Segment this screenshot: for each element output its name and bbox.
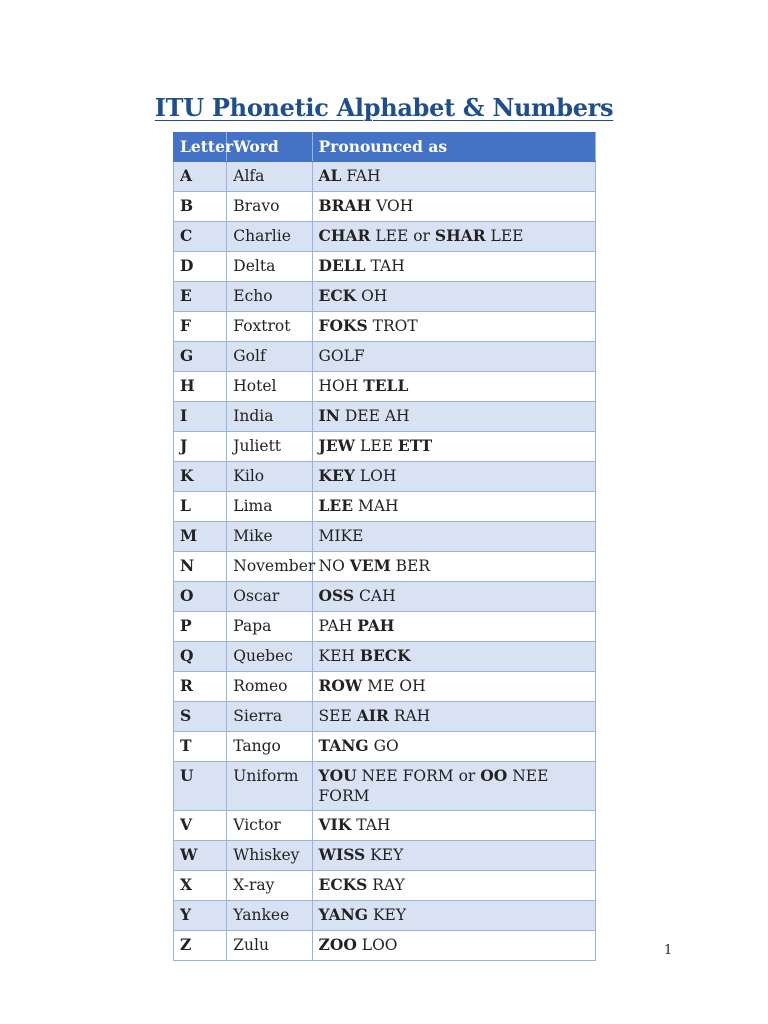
stressed-syllable: SHAR (434, 226, 486, 245)
stressed-syllable: DELL (318, 256, 366, 275)
table-row (174, 522, 596, 552)
letter-cell: S (174, 702, 227, 732)
letter-cell: V (174, 811, 227, 841)
stressed-syllable: BRAH (318, 196, 372, 215)
letter-cell: X (174, 871, 227, 901)
syllable: TAH (365, 257, 405, 275)
letter-cell: U (174, 762, 227, 811)
word-cell: Bravo (227, 192, 312, 222)
word-cell: November (227, 552, 312, 582)
table-row (174, 462, 596, 492)
stressed-syllable: ZOO (318, 935, 357, 954)
table-row (174, 312, 596, 342)
pronunciation-cell (312, 871, 595, 901)
syllable: NO (318, 557, 350, 575)
table-row (174, 582, 596, 612)
syllable: KEH (318, 647, 360, 665)
word-cell: Sierra (227, 702, 312, 732)
table-row (174, 552, 596, 582)
table-row (174, 702, 596, 732)
word-cell: Tango (227, 732, 312, 762)
word-cell: Romeo (227, 672, 312, 702)
pronunciation-cell (312, 312, 595, 342)
pronunciation-cell (312, 762, 595, 811)
letter-cell: W (174, 841, 227, 871)
pronunciation-cell (312, 732, 595, 762)
stressed-syllable: KEY (318, 466, 355, 485)
syllable: FAH (341, 167, 381, 185)
phonetic-alphabet-table (173, 132, 596, 961)
letter-cell: T (174, 732, 227, 762)
table-row (174, 222, 596, 252)
stressed-syllable: OSS (318, 586, 355, 605)
stressed-syllable: WISS (318, 845, 366, 864)
table-row (174, 841, 596, 871)
stressed-syllable: CHAR (318, 226, 371, 245)
stressed-syllable: ECKS (318, 875, 368, 894)
syllable: GOLF (318, 347, 365, 365)
letter-cell: K (174, 462, 227, 492)
table-row (174, 901, 596, 931)
pronunciation-cell (312, 492, 595, 522)
header-pronounced: Pronounced as (312, 133, 595, 162)
letter-cell: L (174, 492, 227, 522)
table-row (174, 672, 596, 702)
syllable: NEE FORM (318, 767, 549, 805)
pronunciation-cell (312, 252, 595, 282)
syllable: HOH (318, 377, 364, 395)
word-cell: Mike (227, 522, 312, 552)
syllable: PAH (318, 617, 358, 635)
pronunciation-cell (312, 342, 595, 372)
syllable: GO (368, 737, 399, 755)
word-cell: X-ray (227, 871, 312, 901)
syllable: TAH (351, 816, 391, 834)
table-row (174, 252, 596, 282)
pronunciation-cell (312, 282, 595, 312)
pronunciation-cell (312, 672, 595, 702)
syllable: KEY (365, 846, 404, 864)
stressed-syllable: TELL (363, 376, 409, 395)
letter-cell: O (174, 582, 227, 612)
pronunciation-cell (312, 372, 595, 402)
table-row (174, 402, 596, 432)
letter-cell: R (174, 672, 227, 702)
stressed-syllable: YOU (318, 766, 357, 785)
syllable: LEE or (370, 227, 435, 245)
stressed-syllable: AIR (356, 706, 389, 725)
word-cell: Delta (227, 252, 312, 282)
syllable: MIKE (318, 527, 364, 545)
letter-cell: B (174, 192, 227, 222)
word-cell: Lima (227, 492, 312, 522)
stressed-syllable: VIK (318, 815, 352, 834)
table-row (174, 282, 596, 312)
table-header-row (174, 133, 596, 162)
pronunciation-cell (312, 612, 595, 642)
stressed-syllable: ROW (318, 676, 363, 695)
word-cell: Whiskey (227, 841, 312, 871)
stressed-syllable: IN (318, 406, 340, 425)
word-cell: Echo (227, 282, 312, 312)
word-cell: Uniform (227, 762, 312, 811)
letter-cell: P (174, 612, 227, 642)
table-row (174, 342, 596, 372)
pronunciation-cell (312, 522, 595, 552)
letter-cell: Q (174, 642, 227, 672)
word-cell: Zulu (227, 931, 312, 961)
pronunciation-cell (312, 462, 595, 492)
pronunciation-cell (312, 582, 595, 612)
pronunciation-cell (312, 552, 595, 582)
syllable: RAH (388, 707, 431, 725)
stressed-syllable: FOKS (318, 316, 368, 335)
stressed-syllable: BECK (359, 646, 411, 665)
letter-cell: M (174, 522, 227, 552)
word-cell: Foxtrot (227, 312, 312, 342)
word-cell: Oscar (227, 582, 312, 612)
pronunciation-cell (312, 402, 595, 432)
syllable: LEE (485, 227, 524, 245)
page-title: ITU Phonetic Alphabet & Numbers (154, 93, 614, 122)
table-row (174, 871, 596, 901)
syllable: TROT (367, 317, 418, 335)
header-letter: Letter (174, 133, 227, 162)
letter-cell: C (174, 222, 227, 252)
letter-cell: G (174, 342, 227, 372)
word-cell: Alfa (227, 162, 312, 192)
table-row (174, 642, 596, 672)
letter-cell: A (174, 162, 227, 192)
pronunciation-cell (312, 811, 595, 841)
table-row (174, 372, 596, 402)
stressed-syllable: LEE (318, 496, 354, 515)
stressed-syllable: OO (480, 766, 508, 785)
pronunciation-cell (312, 841, 595, 871)
table-row (174, 492, 596, 522)
table-row (174, 432, 596, 462)
word-cell: Charlie (227, 222, 312, 252)
word-cell: Victor (227, 811, 312, 841)
letter-cell: F (174, 312, 227, 342)
letter-cell: I (174, 402, 227, 432)
syllable: LEE (355, 437, 398, 455)
syllable: DEE AH (339, 407, 410, 425)
stressed-syllable: AL (318, 166, 342, 185)
stressed-syllable: JEW (318, 436, 356, 455)
stressed-syllable: VEM (349, 556, 391, 575)
pronunciation-cell (312, 222, 595, 252)
syllable: BER (390, 557, 431, 575)
syllable: ME OH (362, 677, 426, 695)
pronunciation-cell (312, 432, 595, 462)
syllable: NEE FORM or (356, 767, 481, 785)
letter-cell: Z (174, 931, 227, 961)
letter-cell: N (174, 552, 227, 582)
word-cell: Quebec (227, 642, 312, 672)
word-cell: Golf (227, 342, 312, 372)
syllable: KEY (368, 906, 407, 924)
word-cell: Yankee (227, 901, 312, 931)
table-row (174, 931, 596, 961)
table-row (174, 612, 596, 642)
stressed-syllable: ETT (397, 436, 433, 455)
syllable: RAY (367, 876, 405, 894)
word-cell: Juliett (227, 432, 312, 462)
table-row (174, 732, 596, 762)
table-row (174, 192, 596, 222)
pronunciation-cell (312, 162, 595, 192)
word-cell: Kilo (227, 462, 312, 492)
table-body (174, 162, 596, 961)
pronunciation-cell (312, 931, 595, 961)
syllable: LOH (354, 467, 397, 485)
syllable: CAH (354, 587, 396, 605)
letter-cell: D (174, 252, 227, 282)
stressed-syllable: ECK (318, 286, 357, 305)
stressed-syllable: YANG (318, 905, 369, 924)
pronunciation-cell (312, 642, 595, 672)
table-row (174, 811, 596, 841)
syllable: LOO (356, 936, 398, 954)
letter-cell: J (174, 432, 227, 462)
syllable: MAH (353, 497, 399, 515)
letter-cell: E (174, 282, 227, 312)
word-cell: Hotel (227, 372, 312, 402)
header-word: Word (227, 133, 312, 162)
stressed-syllable: TANG (318, 736, 369, 755)
table-row (174, 162, 596, 192)
syllable: SEE (318, 707, 357, 725)
pronunciation-cell (312, 192, 595, 222)
word-cell: Papa (227, 612, 312, 642)
syllable: VOH (371, 197, 414, 215)
word-cell: India (227, 402, 312, 432)
stressed-syllable: PAH (357, 616, 395, 635)
table-row (174, 762, 596, 811)
syllable: OH (356, 287, 388, 305)
letter-cell: Y (174, 901, 227, 931)
letter-cell: H (174, 372, 227, 402)
page-number: 1 (664, 943, 673, 958)
pronunciation-cell (312, 702, 595, 732)
pronunciation-cell (312, 901, 595, 931)
